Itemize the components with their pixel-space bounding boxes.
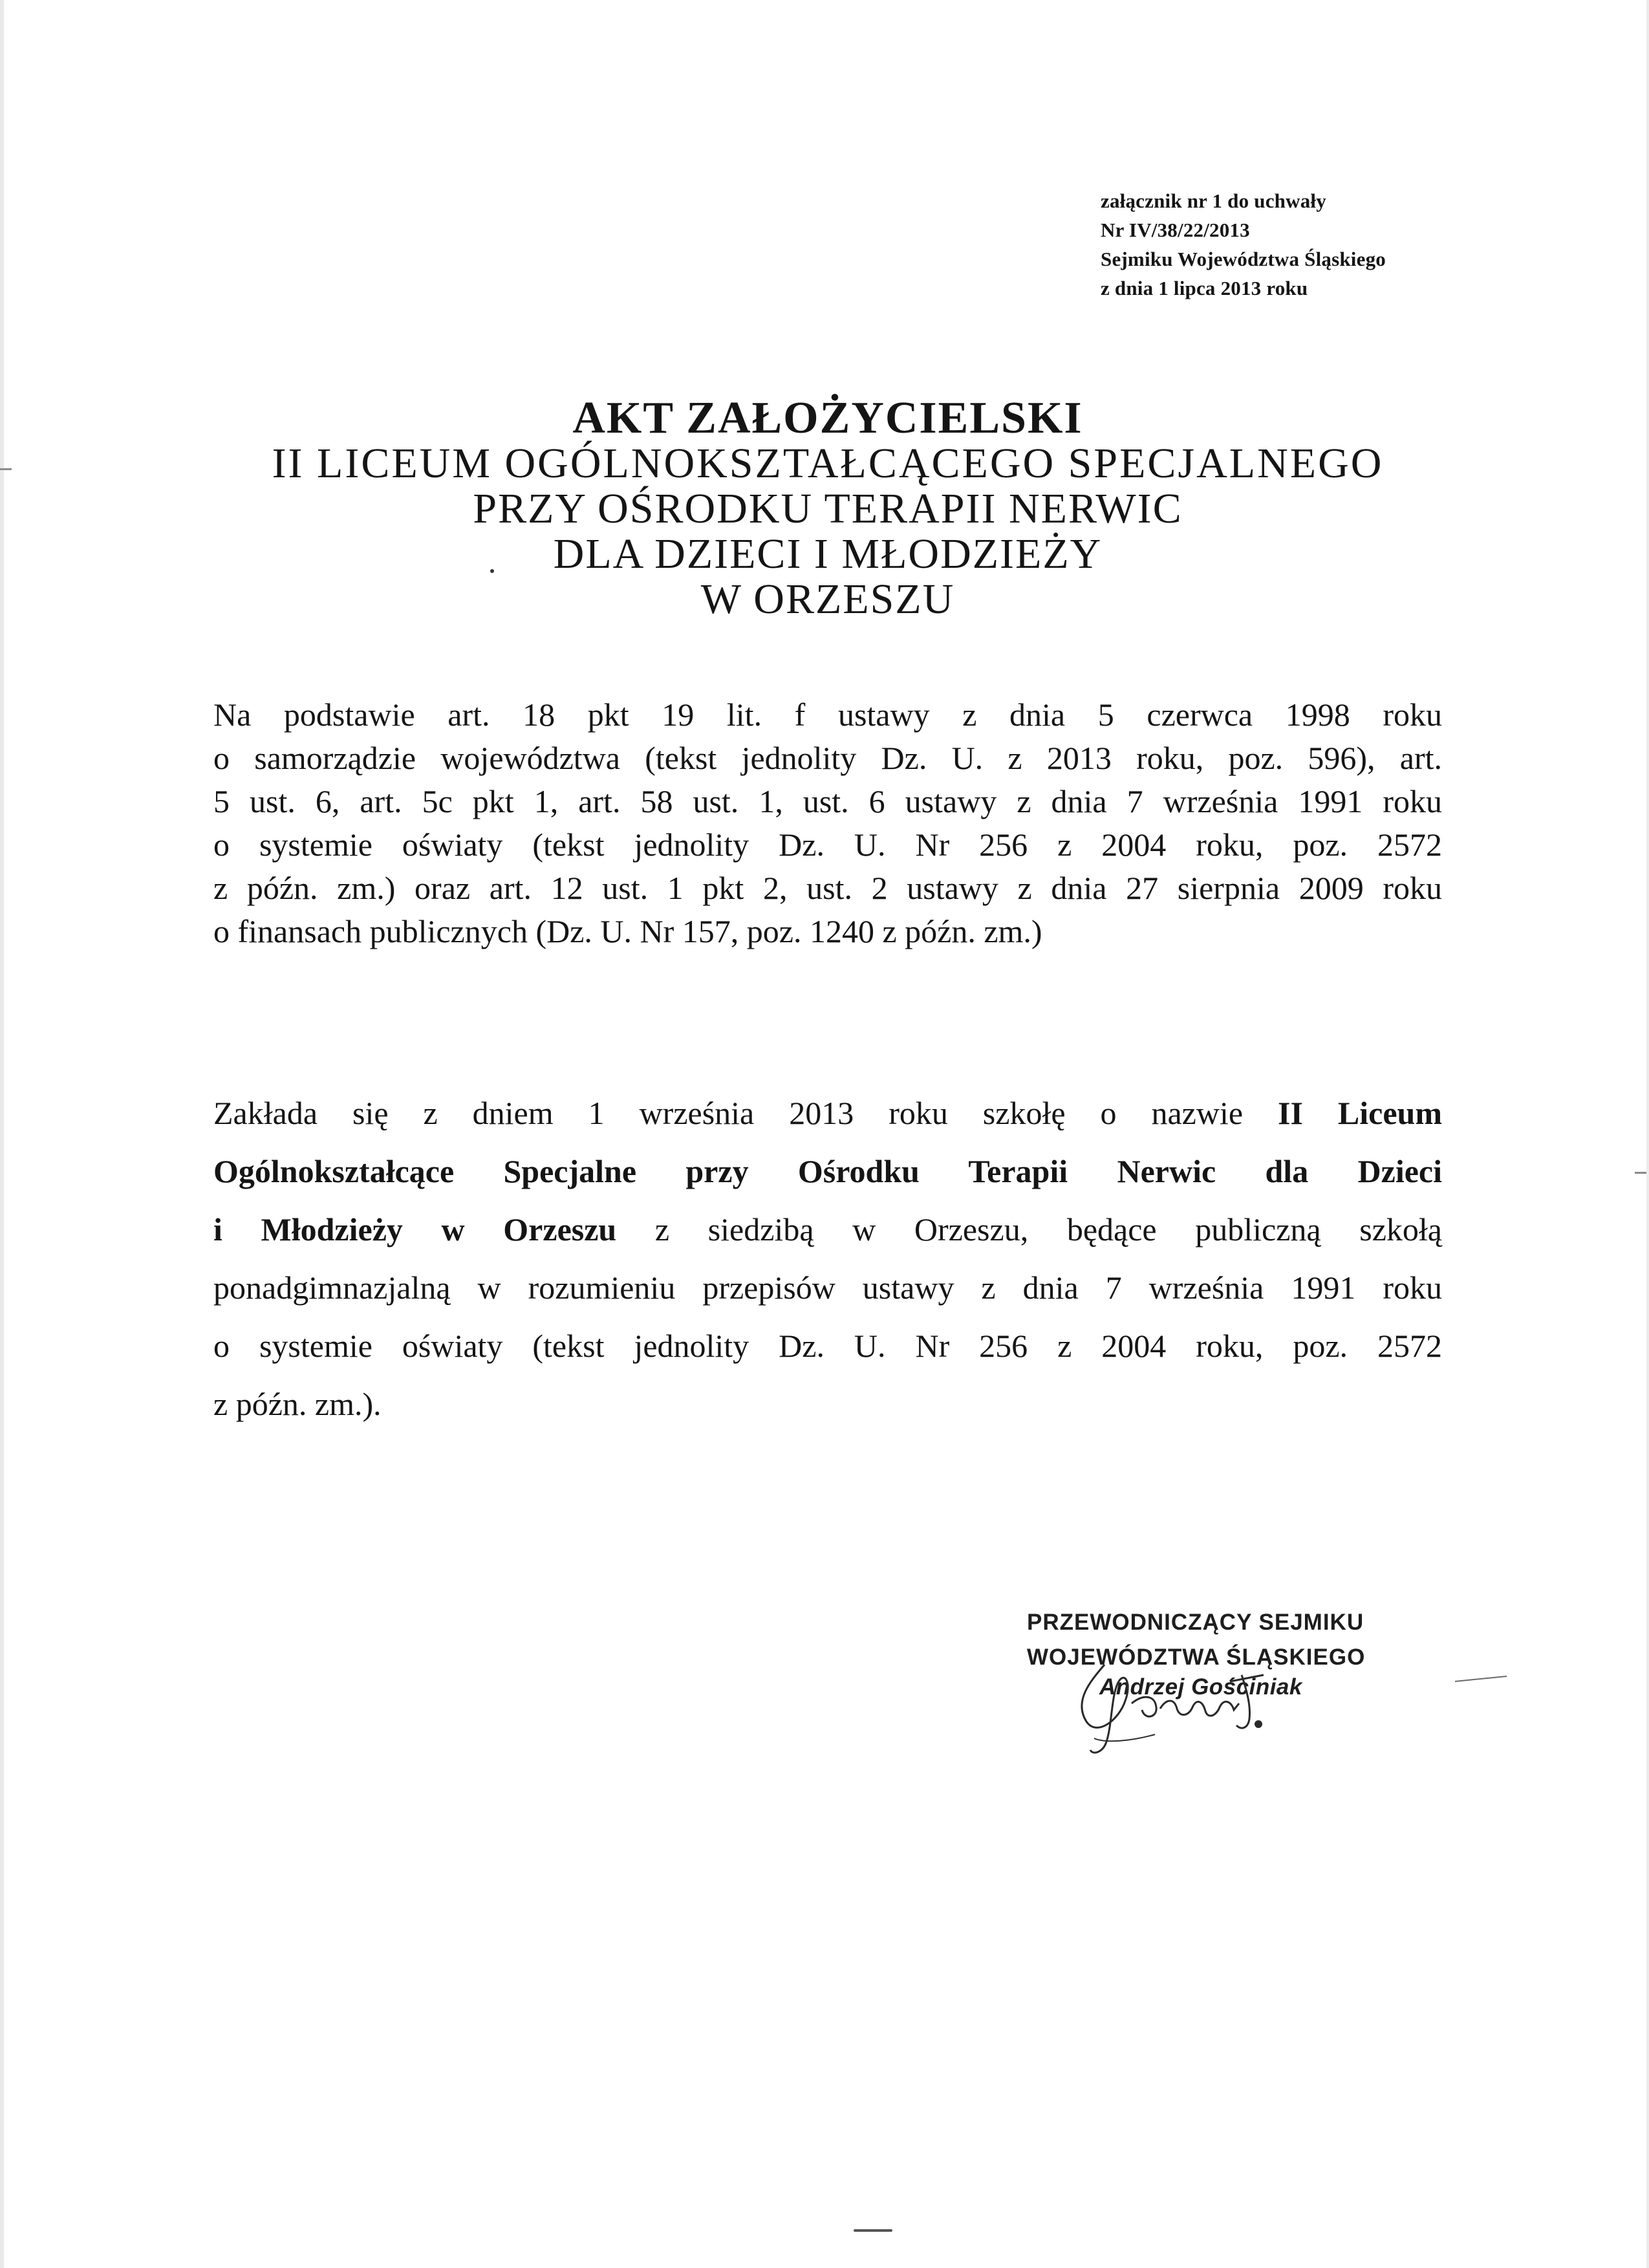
paragraph-line: z późn. zm.) oraz art. 12 ust. 1 pkt 2, ust. 2 ustawy z dnia 27 sierpnia 2009 roku — [213, 870, 1442, 906]
school-name-text: i Młodzieży w Orzeszu — [213, 1211, 617, 1247]
paragraph-line: o systemie oświaty (tekst jednolity Dz. U. Nr 256 z 2004 roku, poz. 2572 — [213, 1328, 1442, 1364]
paragraph-line — [213, 1200, 1442, 1258]
paragraph-line: o systemie oświaty (tekst jednolity Dz. U. Nr 256 z 2004 roku, poz. 2572 — [213, 826, 1442, 863]
scan-mark — [1635, 1172, 1646, 1174]
scan-mark — [854, 2229, 892, 2232]
annex-line: Nr IV/38/22/2013 — [1101, 219, 1250, 241]
paragraph-line: ponadgimnazjalną w rozumieniu przepisów ustawy z dnia 7 września 1991 roku — [213, 1269, 1442, 1306]
signatory-name: Andrzej Gościniak — [1099, 1674, 1302, 1700]
plain-text: z siedzibą w Orzeszu, będące publiczną szkołą — [616, 1211, 1442, 1247]
annex-reference — [1101, 186, 1386, 303]
title-line: W ORZESZU — [700, 576, 955, 623]
paragraph-line: Na podstawie art. 18 pkt 19 lit. f ustawy z dnia 5 czerwca 1998 roku — [213, 697, 1442, 733]
school-name-text: II Liceum — [1278, 1095, 1442, 1131]
paragraph-line: z późn. zm.). — [213, 1386, 382, 1422]
annex-line: Sejmiku Województwa Śląskiego — [1101, 248, 1386, 270]
scan-dot — [490, 569, 494, 573]
title-line: PRZY OŚRODKU TERAPII NERWIC — [473, 485, 1183, 532]
school-name-text: Ogólnokształcące Specjalne przy Ośrodku Terapii Nerwic dla Dzieci — [213, 1153, 1442, 1189]
annex-line: z dnia 1 lipca 2013 roku — [1101, 277, 1308, 299]
title-line: II LICEUM OGÓLNOKSZTAŁCĄCEGO SPECJALNEGO — [272, 440, 1384, 487]
paragraph-line — [213, 1084, 1442, 1142]
title-line: DLA DZIECI I MŁODZIEŻY — [553, 530, 1103, 578]
paragraph-line — [213, 1142, 1442, 1200]
paragraph-line: o samorządzie województwa (tekst jednolity Dz. U. z 2013 roku, poz. 596), art. — [213, 740, 1442, 776]
plain-text: Zakłada się z dniem 1 września 2013 roku szkołę o nazwie — [213, 1095, 1278, 1131]
legal-basis-paragraph — [213, 693, 1442, 953]
scan-edge — [1646, 0, 1649, 2268]
stamp-line: PRZEWODNICZĄCY SEJMIKU — [1027, 1610, 1364, 1635]
scan-mark — [0, 468, 12, 470]
annex-line: załącznik nr 1 do uchwały — [1101, 189, 1326, 212]
document-title — [129, 393, 1526, 623]
stamp-line: WOJEWÓDZTWA ŚLĄSKIEGO — [1027, 1645, 1366, 1670]
title-line: AKT ZAŁOŻYCIELSKI — [572, 393, 1083, 443]
establishment-paragraph — [213, 1084, 1442, 1433]
paragraph-line: 5 ust. 6, art. 5c pkt 1, art. 58 ust. 1, ust. 6 ustawy z dnia 7 września 1991 roku — [213, 783, 1442, 819]
handwritten-signature — [1028, 1656, 1520, 1759]
paragraph-line: o finansach publicznych (Dz. U. Nr 157, poz. 1240 z późn. zm.) — [213, 913, 1042, 949]
scan-edge — [0, 0, 4, 2268]
